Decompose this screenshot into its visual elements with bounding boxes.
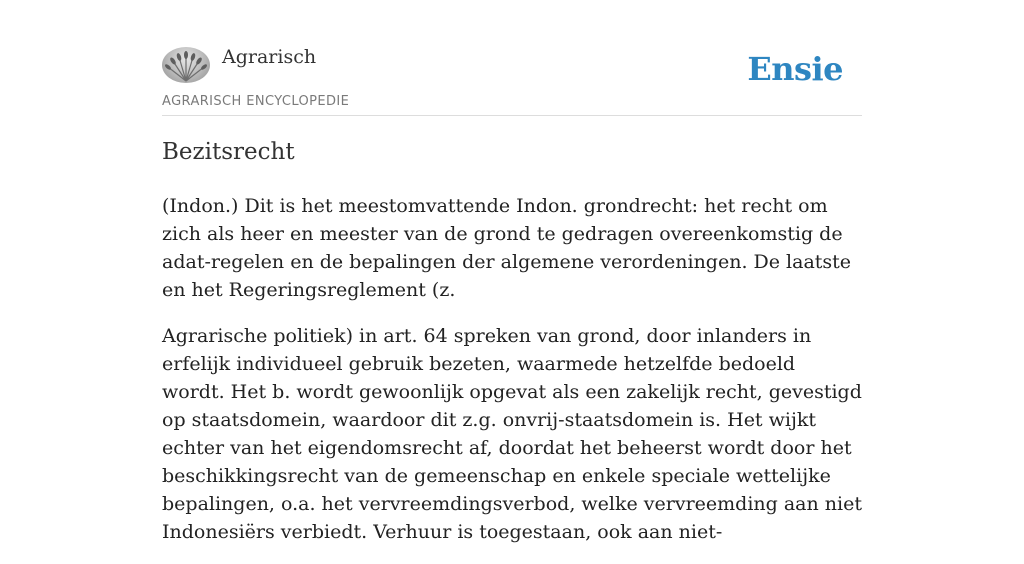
article-body [162, 192, 862, 564]
ensie-brand-link[interactable]: Ensie [747, 50, 843, 88]
encyclopedia-subtitle: AGRARISCH ENCYCLOPEDIE [162, 94, 350, 109]
article-paragraph: (Indon.) Dit is het meestomvattende Indon. grondrecht: het recht om zich als heer en meester van de grond te gedragen overeenkomstig de adat-regelen en de bepalingen der algemene verordeningen. De laatste en het Regeringsreglement (z. [162, 195, 852, 301]
book-title[interactable]: Agrarisch [222, 46, 317, 68]
book-logo[interactable] [162, 47, 210, 83]
article-title: Bezitsrecht [162, 139, 295, 165]
header-divider [162, 115, 862, 116]
wheat-sheaf-icon [162, 47, 210, 83]
article-paragraph: Agrarische politiek) in art. 64 spreken van grond, door inlanders in erfelijk individueel gebruik bezeten, waarmede hetzelfde bedoeld wordt. Het b. wordt gewoonlijk opgevat als een zakelijk recht, gevestigd op staatsdomein, waardoor dit z.g. onvrij-staatsdomein is. Het wijkt echter van het eigendomsrecht af, doordat het beheerst wordt door het beschikkingsrecht van de gemeenschap en enkele speciale wettelijke bepalingen, o.a. het vervreemdingsverbod, welke vervreemding aan niet Indonesiërs verbiedt. Verhuur is toegestaan, ook aan niet- [162, 325, 862, 543]
